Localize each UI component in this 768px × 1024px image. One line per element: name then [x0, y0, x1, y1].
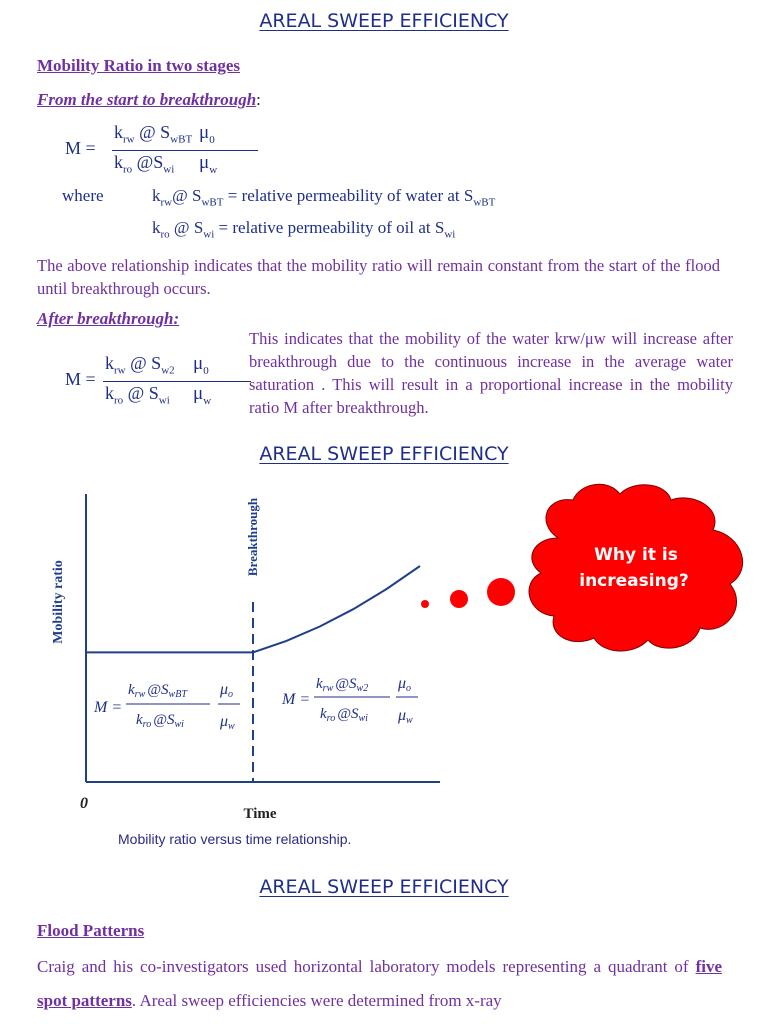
- svg-text:krw@Sw2: $k_{rw}$ $@S_{w2}$: [316, 676, 369, 694]
- page-title-2: AREAL SWEEP EFFICIENCY: [259, 443, 509, 465]
- svg-text:μw: μw: [220, 713, 235, 732]
- x-axis-label: Time: [243, 806, 277, 822]
- equation-2: [65, 353, 245, 413]
- eq1-fraction-bar: [112, 150, 258, 151]
- svg-text:M =: M =: [94, 699, 123, 716]
- eq1-numerator: $k_{rw}$ @ $S_{wBT}$: [114, 122, 193, 146]
- thought-dot-large: [487, 578, 515, 606]
- definition-1: $k_{rw}@$ $S_{wBT}$ = relative permeability of water at $S_{wBT}$: [152, 186, 496, 209]
- origin-label: 0: [80, 795, 88, 812]
- callout-text-line1: Why it is: [594, 545, 678, 565]
- where-label: where: [62, 186, 104, 205]
- eq1-lhs: M =: [65, 138, 96, 158]
- eq2-denominator: $k_{ro}$ @ $S_{wi}$: [105, 383, 170, 407]
- stage1-colon: :: [256, 90, 261, 109]
- eq2-mu-bar: [190, 381, 220, 382]
- cloud-shape: [529, 484, 743, 651]
- subtitle-mobility-ratio: Mobility Ratio in two stages: [37, 56, 241, 75]
- svg-text:μo: μo: [220, 681, 234, 700]
- svg-text:M =: M =: [282, 691, 311, 708]
- thought-dot-medium: [450, 590, 468, 608]
- callout-text-line2: increasing?: [579, 571, 689, 591]
- eq2-mu-denominator: $\mu_w$: [193, 383, 212, 407]
- svg-text:kro@Swi: $k_{ro}$ $@S_{wi}$: [136, 712, 184, 730]
- page-title-3: AREAL SWEEP EFFICIENCY: [259, 876, 509, 898]
- paragraph-2: This indicates that the mobility of the water krw/μw will increase after breakthrough due to the continuous increase in the average water saturation . This will result in a proportional increase in the mobility ratio M after breakthrough.: [249, 329, 733, 417]
- paragraph-1: The above relationship indicates that the mobility ratio will remain constant from the start of the flood until breakthrough occurs.: [37, 256, 720, 298]
- eq1-mu-numerator: $\mu_0$: [199, 122, 215, 146]
- eq1-mu-denominator: $\mu_w$: [199, 152, 218, 176]
- eq1-mu-bar: [196, 150, 226, 151]
- stage1-label: From the start to breakthrough: [37, 90, 257, 109]
- eq2-fraction-bar: [103, 381, 251, 382]
- svg-text:kro@Swi: $k_{ro}$ $@S_{wi}$: [320, 706, 368, 724]
- chart-caption: Mobility ratio versus time relationship.: [118, 831, 352, 847]
- paragraph-3: Craig and his co-investigators used horizontal laboratory models representing a quadrant of five spot patterns. Areal sweep efficiencies were determined from x-ray: [37, 957, 722, 1010]
- stage1-heading: [37, 90, 261, 110]
- svg-text:μo: μo: [398, 675, 412, 694]
- stage2-label: After breakthrough:: [37, 309, 180, 328]
- eq2-numerator: $k_{rw}$ @ $S_{w2}$: [105, 353, 175, 377]
- svg-text:krw@SwBT: $k_{rw}$ $@S_{wBT}$: [128, 682, 187, 700]
- chart-formula-left: [93, 681, 240, 732]
- svg-text:μw: μw: [398, 707, 413, 726]
- chart-formula-right: [281, 675, 418, 726]
- eq2-lhs: M =: [65, 369, 96, 389]
- equation-1: [65, 122, 245, 182]
- subtitle-flood-patterns: Flood Patterns: [37, 921, 145, 940]
- eq1-denominator: $k_{ro}$ $@S_{wi}$: [114, 152, 175, 176]
- page-title-1: AREAL SWEEP EFFICIENCY: [259, 10, 509, 32]
- thought-dot-small: [421, 600, 429, 608]
- breakthrough-label: Breakthrough: [245, 497, 260, 577]
- eq2-mu-numerator: $\mu_0$: [193, 353, 209, 377]
- y-axis-label: Mobility ratio: [51, 560, 66, 644]
- callout-bubble: [408, 478, 768, 658]
- five-spot-link[interactable]: five spot patterns: [37, 957, 722, 1010]
- definition-2: $k_{ro}$ @ $S_{wi}$ = relative permeability of oil at $S_{wi}$: [152, 218, 456, 241]
